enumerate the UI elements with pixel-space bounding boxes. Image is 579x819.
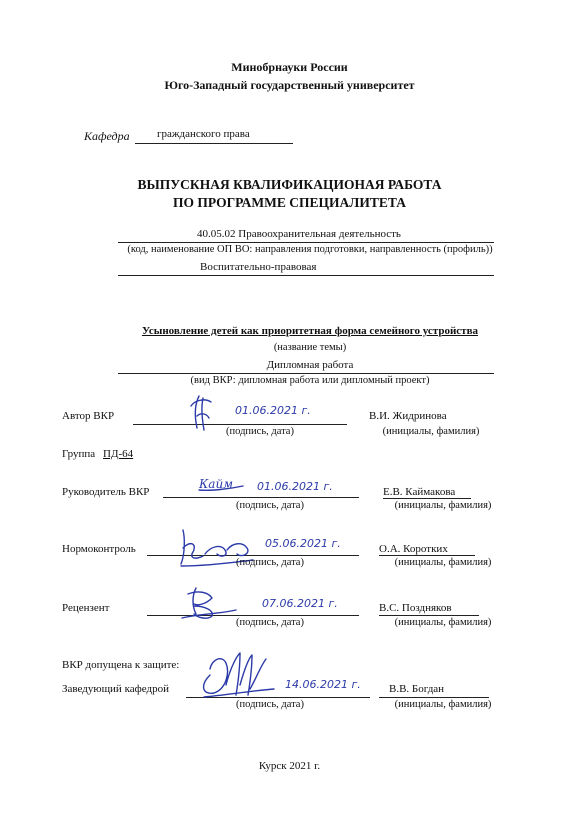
- reviewer-name-underline: [379, 615, 479, 616]
- head-signature: [196, 645, 276, 701]
- department-value: гражданского права: [157, 128, 250, 140]
- reviewer-signature-caption: (подпись, дата): [236, 617, 304, 628]
- normcontrol-name-caption: (инициалы, фамилия): [394, 557, 492, 568]
- head-signature-caption: (подпись, дата): [236, 699, 304, 710]
- supervisor-name: Е.В. Каймакова: [383, 486, 456, 498]
- work-type-underline: [118, 373, 494, 374]
- head-role: Заведующий кафедрой: [62, 683, 169, 695]
- department-underline: [135, 143, 293, 144]
- normcontrol-signature-caption: (подпись, дата): [236, 557, 304, 568]
- normcontrol-name: О.А. Коротких: [379, 543, 448, 555]
- supervisor-signature-line: [163, 497, 359, 498]
- supervisor-signature-date: 01.06.2021 г.: [257, 480, 333, 493]
- supervisor-role: Руководитель ВКР: [62, 486, 150, 498]
- supervisor-name-underline: [383, 498, 471, 499]
- author-name-caption: (инициалы, фамилия): [382, 426, 480, 437]
- city-year: Курск 2021 г.: [258, 760, 321, 772]
- work-type: Дипломная работа: [266, 359, 354, 371]
- head-name-caption: (инициалы, фамилия): [394, 699, 492, 710]
- author-name: В.И. Жидринова: [369, 410, 447, 422]
- group-value: ПД-64: [103, 448, 134, 460]
- ministry-heading: Минобрнауки России: [231, 60, 348, 74]
- author-role: Автор ВКР: [62, 410, 115, 422]
- reviewer-name: В.С. Поздняков: [379, 602, 452, 614]
- head-signature-date: 14.06.2021 г.: [285, 678, 361, 691]
- group-label: Группа: [62, 448, 96, 460]
- document-title-line1: ВЫПУСКНАЯ КВАЛИФИКАЦИОНАЯ РАБОТА: [137, 177, 442, 192]
- program-caption: (код, наименование ОП ВО: направления подготовки, направленность (профиль)): [127, 244, 493, 255]
- supervisor-signature-text: Кайм: [199, 477, 234, 491]
- university-heading: Юго-Западный государственный университет: [164, 78, 415, 92]
- supervisor-signature-caption: (подпись, дата): [236, 500, 304, 511]
- program-code-name: 40.05.02 Правоохранительная деятельность: [197, 228, 401, 240]
- topic-caption: (название темы): [273, 342, 347, 353]
- profile-underline: [118, 275, 494, 276]
- department-label: Кафедра: [84, 129, 130, 143]
- work-type-caption: (вид ВКР: дипломная работа или дипломный проект): [190, 375, 430, 386]
- reviewer-name-caption: (инициалы, фамилия): [394, 617, 492, 628]
- head-name: В.В. Богдан: [389, 683, 445, 695]
- program-profile: Воспитательно-правовая: [200, 261, 317, 273]
- author-signature-line: [133, 424, 347, 425]
- thesis-topic: Усыновление детей как приоритетная форма семейного устройства: [141, 325, 479, 337]
- admission-label: ВКР допущена к защите:: [62, 659, 180, 671]
- normcontrol-signature-date: 05.06.2021 г.: [265, 537, 341, 550]
- reviewer-role: Рецензент: [62, 602, 110, 614]
- author-signature-date: 01.06.2021 г.: [235, 404, 311, 417]
- author-signature-caption: (подпись, дата): [226, 426, 294, 437]
- normcontrol-name-underline: [379, 555, 475, 556]
- document-title-line2: ПО ПРОГРАММЕ СПЕЦИАЛИТЕТА: [173, 195, 406, 210]
- reviewer-signature-date: 07.06.2021 г.: [262, 597, 338, 610]
- program-underline: [118, 242, 494, 243]
- supervisor-signature: [197, 474, 247, 496]
- head-name-underline: [379, 697, 489, 698]
- supervisor-name-caption: (инициалы, фамилия): [394, 500, 492, 511]
- normcontrol-role: Нормоконтроль: [62, 543, 136, 555]
